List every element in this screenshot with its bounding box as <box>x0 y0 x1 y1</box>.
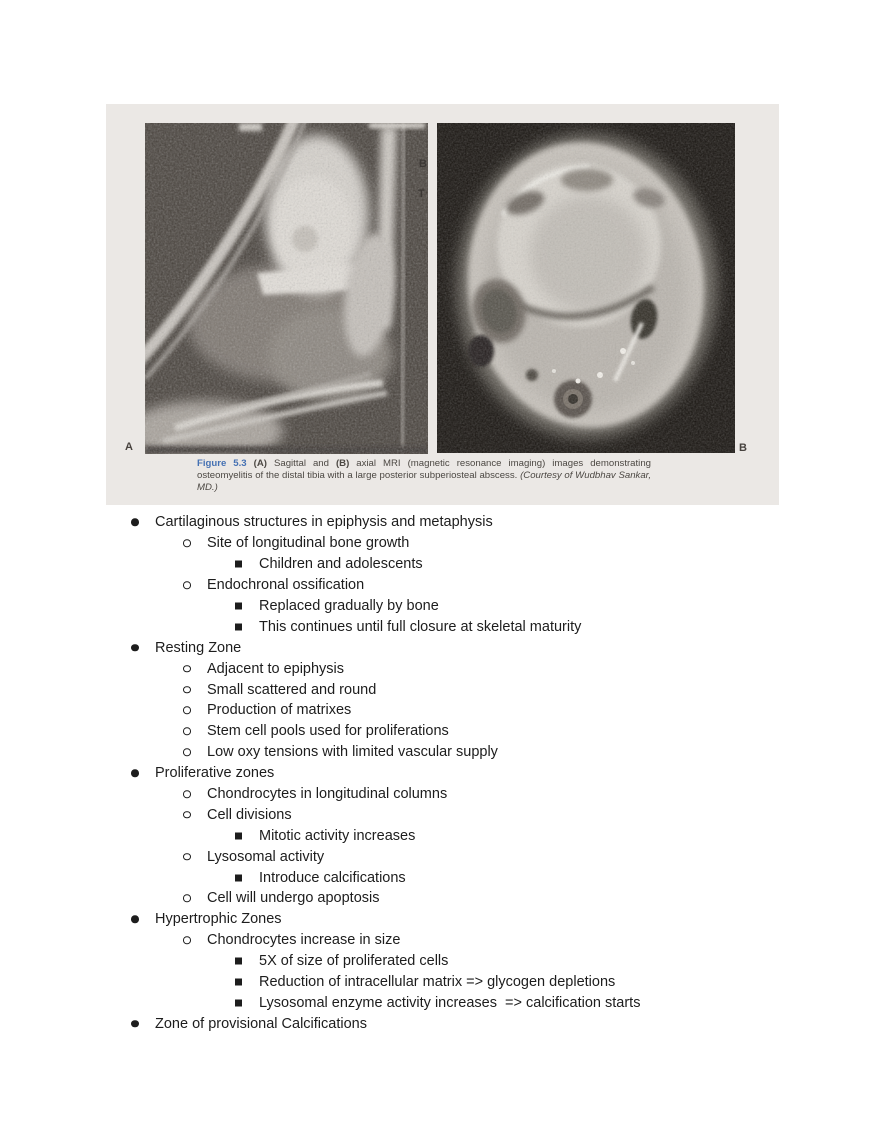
list-item <box>0 679 880 700</box>
list-item <box>0 784 880 805</box>
list-item <box>0 637 880 658</box>
list-item-text: Adjacent to epiphysis <box>207 660 345 677</box>
list-item <box>0 888 880 909</box>
list-item <box>0 825 880 846</box>
list-item <box>0 763 880 784</box>
bullet-square-icon <box>235 603 242 610</box>
bullet-circle-icon <box>183 937 191 945</box>
bullet-circle-icon <box>183 811 191 819</box>
list-item <box>0 972 880 993</box>
list-item-text: Lysosomal activity <box>207 848 325 865</box>
list-item <box>0 742 880 763</box>
notes-list <box>0 512 880 1034</box>
list-item-text: Children and adolescents <box>259 556 423 573</box>
list-item-text: Hypertrophic Zones <box>155 911 282 928</box>
list-item <box>0 721 880 742</box>
mri-axial-image <box>437 123 735 453</box>
bullet-disc-icon <box>131 1020 139 1028</box>
list-item <box>0 575 880 596</box>
list-item-text: Low oxy tensions with limited vascular supply <box>207 744 498 761</box>
list-item-text: Chondrocytes increase in size <box>207 932 401 949</box>
list-item-text: Replaced gradually by bone <box>259 598 439 614</box>
list-item <box>0 512 880 533</box>
caption-panel-a-ref: (A) <box>253 458 267 469</box>
bullet-circle-icon <box>183 790 191 798</box>
bullet-circle-icon <box>183 686 191 694</box>
list-item-text: Small scattered and round <box>207 681 377 698</box>
bullet-circle-icon <box>183 853 191 861</box>
figure-caption <box>197 458 651 495</box>
mri-annotation-b: B <box>419 158 427 170</box>
bullet-circle-icon <box>183 895 191 903</box>
figure-caption-number: Figure 5.3 <box>197 458 247 469</box>
caption-text-body: axial MRI (magnetic resonance imaging) images demonstrating osteomyelitis of the distal tibia with a large posterior subperiosteal abscess. <box>197 458 651 482</box>
list-item <box>0 951 880 972</box>
caption-panel-b-ref: (B) <box>335 458 350 469</box>
list-item <box>0 804 880 825</box>
list-item <box>0 930 880 951</box>
list-item-text: Mitotic activity increases <box>259 827 416 844</box>
bullet-circle-icon <box>183 728 191 736</box>
list-item <box>0 533 880 554</box>
mri-axial-art <box>437 123 735 453</box>
list-item-text: Resting Zone <box>155 639 242 656</box>
panel-label-b: B <box>739 442 748 454</box>
bullet-square-icon <box>235 561 242 568</box>
list-item <box>0 909 880 930</box>
figure-block <box>106 104 779 505</box>
list-item <box>0 616 880 637</box>
caption-courtesy: (Courtesy of Wudbhav Sankar, MD.) <box>197 470 651 494</box>
bullet-square-icon <box>235 874 242 881</box>
bullet-circle-icon <box>183 540 191 548</box>
list-item-text: Lysosomal enzyme activity increases => calcification starts <box>259 994 641 1011</box>
bullet-disc-icon <box>131 916 139 924</box>
list-item <box>0 1013 880 1034</box>
bullet-disc-icon <box>131 769 139 777</box>
list-item <box>0 596 880 617</box>
list-item <box>0 992 880 1013</box>
bullet-circle-icon <box>183 748 191 756</box>
caption-text-a: Sagittal and <box>266 458 336 469</box>
list-item-text: This continues until full closure at skeletal maturity <box>259 618 582 635</box>
bullet-square-icon <box>235 979 242 986</box>
list-item-text: Endochronal ossification <box>207 577 365 594</box>
bullet-square-icon <box>235 832 242 839</box>
list-item-text: Introduce calcifications <box>259 869 406 886</box>
bullet-square-icon <box>235 958 242 965</box>
list-item-text: Cell will undergo apoptosis <box>207 890 380 907</box>
list-item-text: Reduction of intracellular matrix => glycogen depletions <box>259 974 616 991</box>
list-item-text: Site of longitudinal bone growth <box>207 535 410 552</box>
mri-annotation-t: T <box>418 188 425 200</box>
panel-label-a: A <box>125 441 134 453</box>
list-item-text: Cell divisions <box>207 806 292 823</box>
list-item-text: Cartilaginous structures in epiphysis and metaphysis <box>155 514 493 531</box>
list-item <box>0 867 880 888</box>
bullet-square-icon <box>235 623 242 630</box>
list-item-text: Proliferative zones <box>155 765 275 782</box>
list-item-text: Chondrocytes in longitudinal columns <box>207 786 448 803</box>
list-item-text: Production of matrixes <box>207 702 352 719</box>
list-item <box>0 846 880 867</box>
bullet-circle-icon <box>183 665 191 673</box>
mri-sagittal-art <box>145 123 428 454</box>
list-item <box>0 658 880 679</box>
list-item <box>0 554 880 575</box>
bullet-disc-icon <box>131 644 139 652</box>
list-item-text: Stem cell pools used for proliferations <box>207 723 449 740</box>
list-item-text: Zone of provisional Calcifications <box>155 1015 367 1032</box>
bullet-square-icon <box>235 999 242 1006</box>
bullet-circle-icon <box>183 707 191 715</box>
bullet-circle-icon <box>183 581 191 589</box>
list-item-text: 5X of size of proliferated cells <box>259 953 449 970</box>
bullet-disc-icon <box>131 519 139 527</box>
mri-sagittal-image <box>145 123 428 454</box>
list-item <box>0 700 880 721</box>
